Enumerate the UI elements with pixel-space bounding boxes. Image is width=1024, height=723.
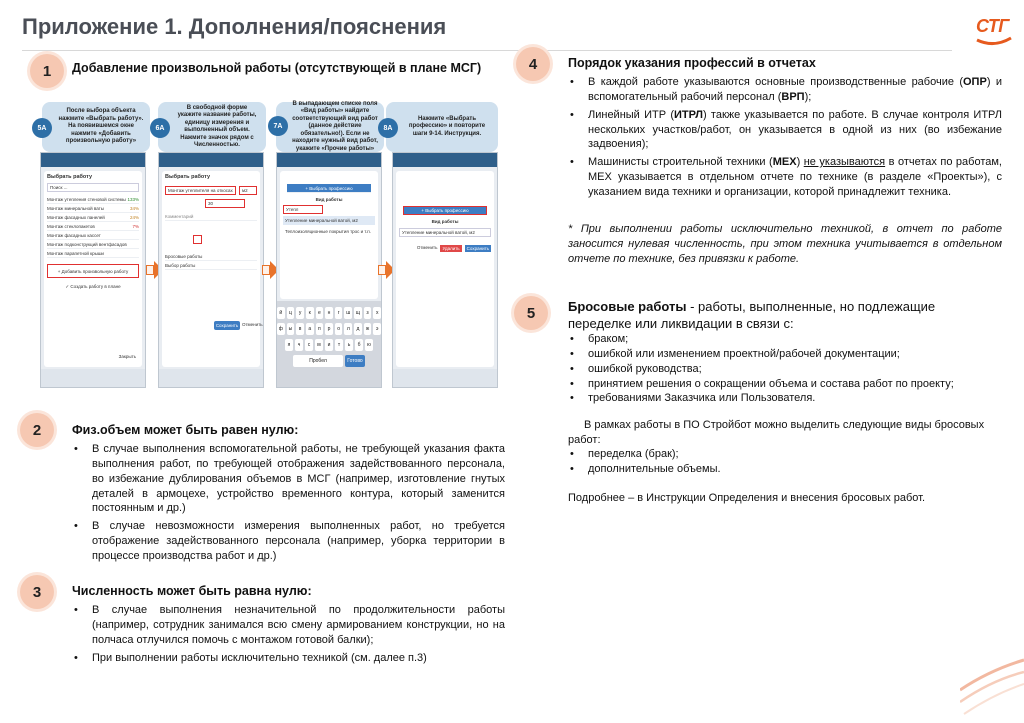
key[interactable]: и bbox=[325, 339, 333, 351]
work-name-value: Монтаж утеплителя на откосах bbox=[168, 188, 233, 193]
section-5-paragraph: В рамках работы в ПО Стройбот можно выделить следующие виды бросовых работ: bbox=[568, 419, 985, 446]
text-bold: ОПР bbox=[963, 76, 987, 88]
key[interactable]: ч bbox=[295, 339, 303, 351]
phone-bottom-bar bbox=[159, 369, 263, 387]
section-number-4: 4 bbox=[516, 47, 550, 81]
text-part: Линейный ИТР ( bbox=[588, 108, 674, 121]
key[interactable]: э bbox=[373, 323, 381, 335]
work-type-option[interactable] bbox=[283, 227, 375, 236]
text-part: ); bbox=[804, 90, 812, 103]
delete-button[interactable]: Удалить bbox=[442, 246, 460, 251]
people-count-icon[interactable] bbox=[193, 235, 202, 244]
done-key[interactable]: Готово bbox=[345, 355, 365, 367]
work-row[interactable] bbox=[47, 231, 139, 240]
phone-screen-select-work bbox=[40, 152, 146, 388]
key[interactable]: е bbox=[316, 307, 324, 319]
section-4-heading: Порядок указания профессий в отчетах bbox=[568, 56, 816, 70]
list-item bbox=[568, 108, 1002, 153]
dialog-header: Выбрать работу bbox=[165, 174, 211, 180]
key[interactable]: ж bbox=[364, 323, 372, 335]
step-7a-badge: 7A bbox=[268, 116, 288, 136]
cancel-label: Отменить bbox=[242, 322, 263, 327]
key[interactable]: л bbox=[344, 323, 352, 335]
text-part: В каждой работе указываются основные производственные рабочие ( bbox=[588, 76, 963, 88]
vid-raboty-label: Выбор работы bbox=[165, 262, 196, 268]
text-part: ) также указывается по работе. В случае контроля ИТРЛ нескольких участков/работ, он указывается в одной из них (во избежание задвоения); bbox=[588, 108, 1002, 151]
select-profession-button[interactable] bbox=[287, 184, 371, 193]
profession-dialog bbox=[396, 171, 494, 367]
text-bold: ВРП bbox=[781, 90, 805, 103]
text-bold: ИТРЛ bbox=[674, 108, 703, 121]
section-number-2: 2 bbox=[20, 413, 54, 447]
key[interactable]: ю bbox=[365, 339, 373, 351]
work-row-title: Монтаж парапетной крыши bbox=[47, 250, 104, 256]
vid-raboty-select[interactable] bbox=[165, 261, 257, 270]
key[interactable]: з bbox=[364, 307, 372, 319]
section-5-heading-rest: - работы, выполненные, но подлежащие переделке или ликвидации в связи с: bbox=[568, 299, 936, 331]
key[interactable]: о bbox=[335, 323, 343, 335]
arrow-icon bbox=[378, 265, 386, 275]
step-6a-text: В свободной форме укажите название работы, единицу измерения и выполненный объем. Нажмите значок рядом с Численностью. bbox=[177, 104, 257, 148]
step-5a-text: После выбора объекта нажмите «Выбрать работу». На появившемся окне нажмите «Добавить произвольную работу» bbox=[58, 108, 144, 145]
work-row-title: Монтаж фасадных кассет bbox=[47, 232, 101, 238]
key[interactable]: д bbox=[354, 323, 362, 335]
cancel-button[interactable]: Отменить bbox=[416, 245, 438, 250]
key[interactable]: а bbox=[306, 323, 314, 335]
section-4-list bbox=[568, 75, 1002, 203]
work-row[interactable] bbox=[47, 213, 139, 222]
key[interactable]: ф bbox=[277, 323, 285, 335]
section-4-note: * При выполнении работы исключительно техникой, в отчет по работе заносится нулевая численность, при этом техника учитывается в отдельном отчете по технике, без привязки к работе. bbox=[568, 223, 1002, 265]
list-item: • ошибкой или изменением проектной/рабочей документации; bbox=[568, 347, 1002, 362]
step-5a-badge: 5A bbox=[32, 118, 52, 138]
save-label: Сохранить bbox=[215, 323, 239, 328]
list-item: • При выполнении работы исключительно техникой (см. далее п.3) bbox=[72, 651, 505, 666]
work-type-value: Утепление минеральной ватой, м2 bbox=[402, 230, 475, 235]
work-row[interactable] bbox=[47, 195, 139, 204]
step-7a-callout bbox=[276, 102, 384, 152]
unit-value: м2 bbox=[242, 188, 248, 193]
list-item: • В случае выполнения незначительной по продолжительности работы (например, сотрудник занимался всю смену армированием конструкции, но на полчаса отлучился помочь с монтажом готовой балки); bbox=[72, 603, 505, 648]
section-3-list bbox=[72, 603, 505, 668]
work-row-percent: 34% bbox=[129, 205, 139, 211]
key[interactable]: н bbox=[325, 307, 333, 319]
list-item: • дополнительные объемы. bbox=[568, 462, 1002, 477]
custom-work-dialog bbox=[162, 171, 263, 367]
phone-bottom-bar bbox=[393, 369, 497, 387]
key[interactable]: ц bbox=[287, 307, 295, 319]
step-8a-text: Нажмите «Выбрать профессию» и повторите шаги 9-14. Инструкция. bbox=[408, 115, 486, 137]
list-item bbox=[568, 155, 1002, 200]
cancel-button[interactable] bbox=[242, 322, 263, 327]
work-row[interactable] bbox=[47, 249, 139, 258]
section-3-heading: Численность может быть равна нулю: bbox=[72, 584, 312, 598]
work-row-title: Монтаж фасадных панелей bbox=[47, 214, 105, 220]
close-label: Закрыть bbox=[118, 354, 136, 359]
phone-status-bar bbox=[277, 153, 381, 167]
work-row[interactable] bbox=[47, 204, 139, 213]
decorative-ribbon-icon bbox=[960, 650, 1024, 723]
section-2-list bbox=[72, 442, 505, 567]
key[interactable]: т bbox=[335, 339, 343, 351]
search-placeholder: Поиск ... bbox=[50, 185, 68, 190]
section-2-heading: Физ.объем может быть равен нулю: bbox=[72, 423, 299, 437]
key[interactable]: м bbox=[315, 339, 323, 351]
phone-bottom-bar bbox=[41, 369, 145, 387]
phone-screen-select-profession bbox=[392, 152, 498, 388]
brosovye-label: Бросовые работы bbox=[165, 253, 203, 259]
arrow-icon bbox=[146, 265, 154, 275]
vid-raboty-label: Вид работы bbox=[431, 219, 459, 224]
text-bold: МЕХ bbox=[772, 156, 797, 169]
key[interactable]: в bbox=[296, 323, 304, 335]
work-row-percent: 24% bbox=[129, 214, 139, 220]
select-work-dialog bbox=[44, 171, 142, 367]
key[interactable]: ы bbox=[287, 323, 295, 335]
step-6a-callout bbox=[158, 102, 266, 152]
text-underlined: не указываются bbox=[803, 156, 886, 169]
phone-status-bar bbox=[41, 153, 145, 167]
dialog-header: Выбрать работу bbox=[47, 174, 93, 180]
section-5-kinds-list bbox=[568, 447, 1002, 477]
step-5a-callout bbox=[42, 102, 150, 152]
key[interactable]: х bbox=[373, 307, 381, 319]
key[interactable]: р bbox=[325, 323, 333, 335]
section-1-heading: Добавление произвольной работы (отсутствующей в плане МСГ) bbox=[72, 61, 482, 75]
step-6a-badge: 6A bbox=[150, 118, 170, 138]
section-number-1: 1 bbox=[30, 54, 64, 88]
work-row-title: Монтаж утепления стеновой системы bbox=[47, 196, 126, 202]
work-row[interactable] bbox=[47, 240, 139, 249]
page-title: Приложение 1. Дополнения/пояснения bbox=[22, 14, 447, 39]
section-5-heading-bold: Бросовые работы bbox=[568, 299, 687, 314]
work-type-option-text: Теплоизоляционные покрытия трос и т.п. bbox=[285, 229, 371, 234]
vid-raboty-label: Вид работы bbox=[315, 197, 343, 202]
list-item: • ошибкой руководства; bbox=[568, 362, 1002, 377]
company-logo bbox=[974, 14, 1014, 48]
section-number-5: 5 bbox=[514, 296, 548, 330]
section-5-more-link: Подробнее – в Инструкции Определения и внесения бросовых работ. bbox=[568, 492, 926, 504]
unit-input[interactable] bbox=[239, 186, 257, 195]
text-part: ) bbox=[796, 156, 804, 169]
add-custom-work-label: + Добавить произвольную работу bbox=[57, 268, 129, 274]
work-row-title: Монтаж подконструкций вентфасадов bbox=[47, 241, 127, 247]
create-work-in-plan-link[interactable] bbox=[47, 284, 139, 290]
logo-text: СТГ bbox=[976, 16, 1009, 36]
list-item: • В случае невозможности измерения выполненных работ, но требуется отображение задействованного персонала (например, уборка территории в процессе производства работ и др.) bbox=[72, 519, 505, 564]
save-button[interactable] bbox=[214, 321, 240, 330]
work-row-title: Монтаж минеральной ваты bbox=[47, 205, 104, 211]
search-input[interactable] bbox=[47, 183, 139, 192]
section-number-3: 3 bbox=[20, 575, 54, 609]
work-type-select[interactable] bbox=[399, 228, 491, 237]
text-part: Машинисты строительной техники ( bbox=[588, 156, 773, 169]
work-row-title: Монтаж стеклопакетов bbox=[47, 223, 95, 229]
comment-input[interactable] bbox=[165, 212, 257, 221]
work-row-percent: 7% bbox=[132, 223, 139, 229]
key[interactable]: й bbox=[277, 307, 285, 319]
key[interactable]: ь bbox=[345, 339, 353, 351]
create-work-label: ✓ Создать работу в плане bbox=[65, 284, 121, 289]
brosovye-toggle[interactable] bbox=[165, 252, 257, 261]
key[interactable]: г bbox=[335, 307, 343, 319]
list-item: • браком; bbox=[568, 332, 1002, 347]
close-button[interactable] bbox=[119, 354, 136, 359]
list-item: • требованиями Заказчика или Пользователя. bbox=[568, 391, 1002, 406]
section-5-reasons-list bbox=[568, 332, 1002, 406]
select-profession-label: + Выбрать профессию bbox=[421, 208, 469, 213]
work-type-query: Утепл bbox=[286, 207, 299, 212]
key[interactable]: ш bbox=[344, 307, 352, 319]
key[interactable]: щ bbox=[354, 307, 362, 319]
work-type-option-text: Утепление минеральной ватой, м2 bbox=[285, 218, 358, 223]
phone-status-bar bbox=[159, 153, 263, 167]
list-item: • В случае выполнения вспомогательной работы, не требующей указания факта выполнения работ, по требующей отображения задействованного персонала, во избежание дублирования объемов в МСГ (например, изготовление гнутых деталей в армоцехе, устройство временного контура, который заменится постоянным и др.) bbox=[72, 442, 505, 516]
phone-screen-work-type-search bbox=[276, 152, 382, 388]
work-name-input[interactable] bbox=[165, 186, 236, 195]
add-custom-work-button[interactable] bbox=[47, 264, 139, 278]
key[interactable]: п bbox=[316, 323, 324, 335]
comment-placeholder: Комментарий bbox=[165, 213, 194, 219]
list-item: • переделка (брак); bbox=[568, 447, 1002, 462]
section-5-heading bbox=[568, 299, 988, 333]
on-screen-keyboard bbox=[277, 301, 381, 387]
key[interactable]: у bbox=[296, 307, 304, 319]
volume-input[interactable] bbox=[205, 199, 245, 208]
step-7a-text: В выпадающем списке поля «Вид работы» найдите соответствующий вид работ (данное действие обязательно!). Если не находите нужный вид работ, укажите «Прочие работы» bbox=[292, 100, 378, 152]
list-item bbox=[568, 75, 1002, 105]
title-divider bbox=[22, 50, 952, 51]
key[interactable]: с bbox=[305, 339, 313, 351]
volume-value: 30 bbox=[208, 201, 214, 206]
text-part: ) и вспомогательный рабочий персонал ( bbox=[588, 76, 1002, 103]
select-profession-button[interactable] bbox=[403, 206, 487, 215]
key[interactable]: б bbox=[355, 339, 363, 351]
space-key[interactable]: Пробел bbox=[293, 355, 343, 367]
key[interactable]: к bbox=[306, 307, 314, 319]
work-type-search-input[interactable] bbox=[283, 205, 323, 214]
list-item: • принятием решения о сокращении объема и состава работ по проекту; bbox=[568, 377, 1002, 392]
arrow-icon bbox=[262, 265, 270, 275]
key[interactable]: я bbox=[285, 339, 293, 351]
work-type-dialog bbox=[280, 171, 378, 299]
phone-status-bar bbox=[393, 153, 497, 167]
text-part: в отчетах по работам, МЕХ указывается в отдельном отчете по технике (в разделе «Проекты»), с указанием вида техники и организации, которой принадлежит техника. bbox=[588, 156, 1002, 198]
work-type-option[interactable] bbox=[283, 216, 375, 225]
work-row[interactable] bbox=[47, 222, 139, 231]
step-8a-badge: 8A bbox=[378, 118, 398, 138]
work-row-percent: 133% bbox=[127, 196, 139, 202]
phone-screen-custom-work bbox=[158, 152, 264, 388]
step-8a-callout bbox=[386, 102, 498, 152]
select-profession-label: + Выбрать профессию bbox=[305, 185, 353, 191]
save-button[interactable]: Сохранить bbox=[466, 246, 489, 251]
